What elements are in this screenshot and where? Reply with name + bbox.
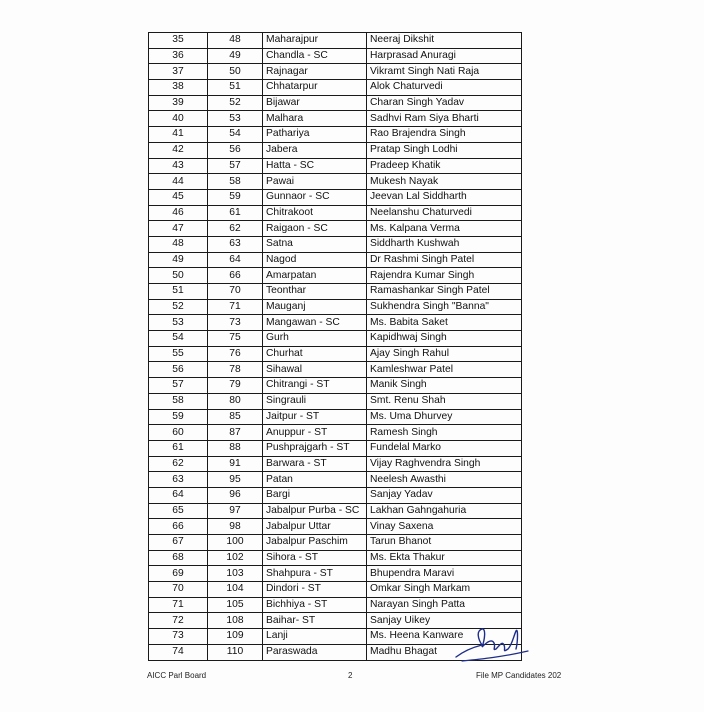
ac-number-cell: 87 [208,425,263,441]
table-row [149,158,522,174]
table-row [149,535,522,551]
candidate-name-cell: Ramesh Singh [367,425,522,441]
constituency-cell: Pawai [263,174,367,190]
constituency-cell: Lanji [263,629,367,645]
candidate-name-cell: Dr Rashmi Singh Patel [367,252,522,268]
table-row [149,550,522,566]
serial-number-cell: 50 [149,268,208,284]
serial-number-cell: 59 [149,409,208,425]
constituency-cell: Bijawar [263,95,367,111]
constituency-cell: Jabalpur Paschim [263,535,367,551]
ac-number-cell: 73 [208,315,263,331]
ac-number-cell: 103 [208,566,263,582]
serial-number-cell: 44 [149,174,208,190]
candidate-name-cell: Tarun Bhanot [367,535,522,551]
serial-number-cell: 42 [149,142,208,158]
table-row [149,597,522,613]
ac-number-cell: 80 [208,393,263,409]
serial-number-cell: 74 [149,644,208,660]
candidate-name-cell: Ms. Babita Saket [367,315,522,331]
table-row [149,409,522,425]
ac-number-cell: 108 [208,613,263,629]
ac-number-cell: 56 [208,142,263,158]
ac-number-cell: 104 [208,582,263,598]
constituency-cell: Chandla - SC [263,48,367,64]
candidate-name-cell: Sukhendra Singh "Banna" [367,299,522,315]
constituency-cell: Shahpura - ST [263,566,367,582]
candidate-name-cell: Narayan Singh Patta [367,597,522,613]
candidate-name-cell: Sanjay Yadav [367,487,522,503]
candidate-name-cell: Pradeep Khatik [367,158,522,174]
table-row [149,33,522,49]
ac-number-cell: 109 [208,629,263,645]
serial-number-cell: 62 [149,456,208,472]
serial-number-cell: 68 [149,550,208,566]
constituency-cell: Jabalpur Uttar [263,519,367,535]
constituency-cell: Chitrakoot [263,205,367,221]
table-row [149,189,522,205]
candidate-name-cell: Fundelal Marko [367,440,522,456]
constituency-cell: Paraswada [263,644,367,660]
candidate-name-cell: Vikramt Singh Nati Raja [367,64,522,80]
ac-number-cell: 100 [208,535,263,551]
candidates-table-body [149,33,522,661]
candidate-name-cell: Ms. Ekta Thakur [367,550,522,566]
candidate-name-cell: Ajay Singh Rahul [367,346,522,362]
constituency-cell: Bichhiya - ST [263,597,367,613]
table-row [149,48,522,64]
serial-number-cell: 67 [149,535,208,551]
ac-number-cell: 91 [208,456,263,472]
serial-number-cell: 51 [149,284,208,300]
constituency-cell: Maharajpur [263,33,367,49]
constituency-cell: Nagod [263,252,367,268]
serial-number-cell: 64 [149,487,208,503]
serial-number-cell: 69 [149,566,208,582]
table-row [149,472,522,488]
serial-number-cell: 55 [149,346,208,362]
candidate-name-cell: Ramashankar Singh Patel [367,284,522,300]
candidate-name-cell: Rajendra Kumar Singh [367,268,522,284]
serial-number-cell: 58 [149,393,208,409]
serial-number-cell: 65 [149,503,208,519]
candidate-name-cell: Lakhan Gahngahuria [367,503,522,519]
ac-number-cell: 62 [208,221,263,237]
candidate-name-cell: Jeevan Lal Siddharth [367,189,522,205]
constituency-cell: Pathariya [263,127,367,143]
table-row [149,503,522,519]
serial-number-cell: 66 [149,519,208,535]
serial-number-cell: 63 [149,472,208,488]
table-row [149,64,522,80]
candidate-name-cell: Kamleshwar Patel [367,362,522,378]
constituency-cell: Malhara [263,111,367,127]
table-row [149,362,522,378]
ac-number-cell: 79 [208,378,263,394]
serial-number-cell: 71 [149,597,208,613]
table-row [149,331,522,347]
table-row [149,487,522,503]
constituency-cell: Mangawan - SC [263,315,367,331]
ac-number-cell: 48 [208,33,263,49]
candidate-name-cell: Neeraj Dikshit [367,33,522,49]
ac-number-cell: 98 [208,519,263,535]
constituency-cell: Barwara - ST [263,456,367,472]
table-row [149,582,522,598]
candidate-name-cell: Pratap Singh Lodhi [367,142,522,158]
candidate-name-cell: Bhupendra Maravi [367,566,522,582]
serial-number-cell: 49 [149,252,208,268]
constituency-cell: Raigaon - SC [263,221,367,237]
constituency-cell: Bargi [263,487,367,503]
page-number: 2 [348,671,353,680]
serial-number-cell: 35 [149,33,208,49]
table-row [149,80,522,96]
ac-number-cell: 88 [208,440,263,456]
ac-number-cell: 76 [208,346,263,362]
ac-number-cell: 63 [208,236,263,252]
table-row [149,425,522,441]
ac-number-cell: 50 [208,64,263,80]
serial-number-cell: 40 [149,111,208,127]
ac-number-cell: 95 [208,472,263,488]
candidate-name-cell: Vinay Saxena [367,519,522,535]
ac-number-cell: 85 [208,409,263,425]
serial-number-cell: 46 [149,205,208,221]
ac-number-cell: 75 [208,331,263,347]
ac-number-cell: 52 [208,95,263,111]
serial-number-cell: 48 [149,236,208,252]
serial-number-cell: 73 [149,629,208,645]
table-row [149,236,522,252]
ac-number-cell: 105 [208,597,263,613]
constituency-cell: Anuppur - ST [263,425,367,441]
constituency-cell: Baihar- ST [263,613,367,629]
candidate-name-cell: Siddharth Kushwah [367,236,522,252]
serial-number-cell: 45 [149,189,208,205]
constituency-cell: Churhat [263,346,367,362]
serial-number-cell: 47 [149,221,208,237]
table-row [149,519,522,535]
constituency-cell: Hatta - SC [263,158,367,174]
candidate-name-cell: Smt. Renu Shah [367,393,522,409]
ac-number-cell: 97 [208,503,263,519]
serial-number-cell: 57 [149,378,208,394]
constituency-cell: Mauganj [263,299,367,315]
table-row [149,393,522,409]
serial-number-cell: 54 [149,331,208,347]
table-row [149,566,522,582]
constituency-cell: Chhatarpur [263,80,367,96]
serial-number-cell: 52 [149,299,208,315]
ac-number-cell: 51 [208,80,263,96]
table-row [149,268,522,284]
ac-number-cell: 78 [208,362,263,378]
constituency-cell: Amarpatan [263,268,367,284]
ac-number-cell: 49 [208,48,263,64]
ac-number-cell: 57 [208,158,263,174]
table-row [149,205,522,221]
candidate-name-cell: Omkar Singh Markam [367,582,522,598]
ac-number-cell: 64 [208,252,263,268]
table-row [149,174,522,190]
serial-number-cell: 53 [149,315,208,331]
serial-number-cell: 61 [149,440,208,456]
candidate-name-cell: Alok Chaturvedi [367,80,522,96]
ac-number-cell: 61 [208,205,263,221]
candidate-name-cell: Kapidhwaj Singh [367,331,522,347]
constituency-cell: Satna [263,236,367,252]
serial-number-cell: 41 [149,127,208,143]
candidate-name-cell: Madhu Bhagat [367,644,522,660]
constituency-cell: Sihawal [263,362,367,378]
constituency-cell: Gurh [263,331,367,347]
serial-number-cell: 60 [149,425,208,441]
ac-number-cell: 66 [208,268,263,284]
constituency-cell: Sihora - ST [263,550,367,566]
table-row [149,440,522,456]
candidate-name-cell: Neelesh Awasthi [367,472,522,488]
constituency-cell: Rajnagar [263,64,367,80]
constituency-cell: Teonthar [263,284,367,300]
ac-number-cell: 102 [208,550,263,566]
serial-number-cell: 37 [149,64,208,80]
table-row [149,111,522,127]
constituency-cell: Jabalpur Purba - SC [263,503,367,519]
ac-number-cell: 58 [208,174,263,190]
constituency-cell: Jabera [263,142,367,158]
candidate-name-cell: Rao Brajendra Singh [367,127,522,143]
table-row [149,456,522,472]
ac-number-cell: 70 [208,284,263,300]
candidate-name-cell: Ms. Uma Dhurvey [367,409,522,425]
serial-number-cell: 38 [149,80,208,96]
candidate-name-cell: Sadhvi Ram Siya Bharti [367,111,522,127]
constituency-cell: Pushprajgarh - ST [263,440,367,456]
serial-number-cell: 43 [149,158,208,174]
constituency-cell: Singrauli [263,393,367,409]
ac-number-cell: 54 [208,127,263,143]
serial-number-cell: 70 [149,582,208,598]
serial-number-cell: 72 [149,613,208,629]
ac-number-cell: 96 [208,487,263,503]
ac-number-cell: 53 [208,111,263,127]
ac-number-cell: 59 [208,189,263,205]
signature [452,621,532,667]
table-row [149,346,522,362]
candidates-table [148,32,522,661]
candidate-name-cell: Mukesh Nayak [367,174,522,190]
constituency-cell: Jaitpur - ST [263,409,367,425]
footer-right: File MP Candidates 202 [476,671,562,680]
candidate-name-cell: Ms. Heena Kanware [367,629,522,645]
constituency-cell: Chitrangi - ST [263,378,367,394]
candidate-name-cell: Charan Singh Yadav [367,95,522,111]
serial-number-cell: 39 [149,95,208,111]
table-row [149,127,522,143]
candidate-name-cell: Vijay Raghvendra Singh [367,456,522,472]
table-row [149,252,522,268]
table-row [149,221,522,237]
candidate-name-cell: Sanjay Uikey [367,613,522,629]
table-row [149,284,522,300]
candidate-name-cell: Harprasad Anuragi [367,48,522,64]
serial-number-cell: 56 [149,362,208,378]
ac-number-cell: 110 [208,644,263,660]
candidate-name-cell: Neelanshu Chaturvedi [367,205,522,221]
table-row [149,378,522,394]
constituency-cell: Patan [263,472,367,488]
table-row [149,315,522,331]
constituency-cell: Dindori - ST [263,582,367,598]
footer-left: AICC Parl Board [147,671,207,680]
constituency-cell: Gunnaor - SC [263,189,367,205]
table-row [149,142,522,158]
candidate-name-cell: Manik Singh [367,378,522,394]
ac-number-cell: 71 [208,299,263,315]
table-row [149,299,522,315]
serial-number-cell: 36 [149,48,208,64]
table-row [149,95,522,111]
candidate-name-cell: Ms. Kalpana Verma [367,221,522,237]
